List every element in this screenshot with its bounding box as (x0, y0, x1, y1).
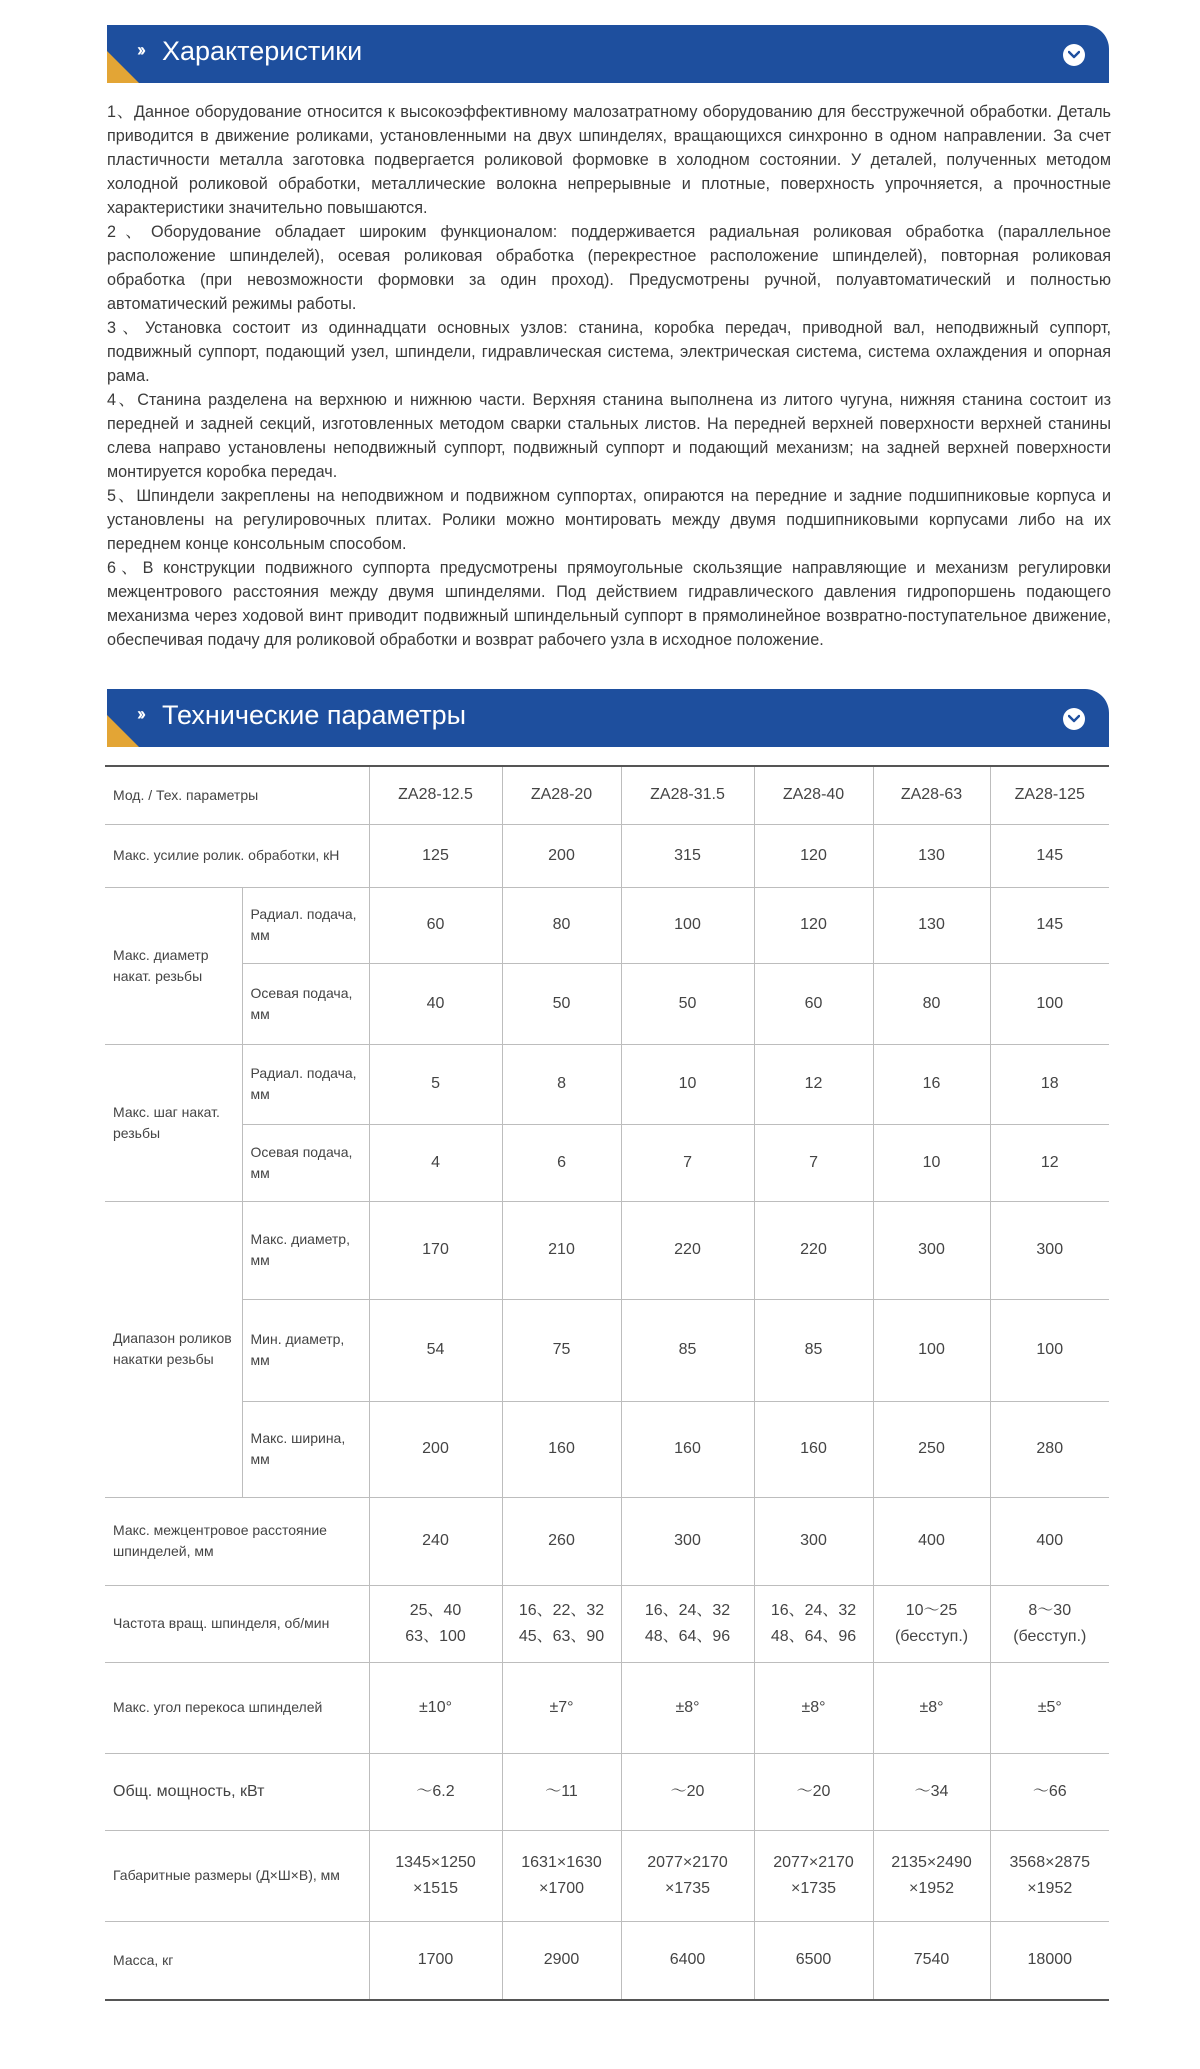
table-cell: 125 (369, 824, 502, 887)
cell-line: 10～25 (905, 1601, 958, 1619)
table-cell: 210 (502, 1201, 621, 1299)
table-cell: 160 (754, 1401, 873, 1497)
cell-line: 16、24、32 (644, 1601, 731, 1619)
section-title: Технические параметры (162, 700, 467, 730)
table-cell (754, 1585, 873, 1662)
table-cell: 4 (369, 1124, 502, 1201)
table-cell: ±5° (990, 1662, 1109, 1753)
table-cell: 130 (873, 824, 990, 887)
table-row (105, 963, 1109, 1044)
sub-label: Макс. диаметр, мм (242, 1201, 369, 1299)
table-cell: ～20 (754, 1753, 873, 1830)
table-row (105, 1201, 1109, 1299)
table-cell: 60 (369, 887, 502, 963)
table-cell: 400 (873, 1497, 990, 1585)
paragraph: 6、В конструкции подвижного суппорта предусмотрены прямоугольные скользящие направляющие и механизм регулировки межцентрового расстояния между двумя шпинделями. Под действием гидравлического давления гидропоршень подающего механизма через ходовой винт приводит подвижный шпиндельный суппорт в прямолинейное возвратно-поступательное движение, обеспечивая подачу для роликовой обработки и возврат рабочего узла в исходное положение. (107, 559, 1111, 649)
cell-line: 45、63、90 (518, 1627, 605, 1645)
table-cell: 80 (502, 887, 621, 963)
cell-line: ×1735 (791, 1879, 836, 1897)
table-cell: 1700 (369, 1921, 502, 2000)
table-cell (369, 1830, 502, 1921)
table-cell: 240 (369, 1497, 502, 1585)
table-cell: 100 (990, 1299, 1109, 1401)
table-cell: ～20 (621, 1753, 754, 1830)
table-cell: 16 (873, 1044, 990, 1124)
table-cell: 60 (754, 963, 873, 1044)
table-cell (502, 1585, 621, 1662)
paragraph: 3、Установка состоит из одиннадцати основных узлов: станина, коробка передач, приводной вал, неподвижный суппорт, подвижный суппорт, подающий узел, шпиндели, гидравлическая система, электрическая система, система охлаждения и опорная рама. (107, 319, 1111, 385)
cell-line: 48、64、96 (644, 1627, 731, 1645)
row-label: Макс. межцентровое расстояние шпинделей, мм (105, 1497, 369, 1585)
table-cell: 145 (990, 824, 1109, 887)
table-cell: 160 (502, 1401, 621, 1497)
table-row (105, 1830, 1109, 1921)
table-cell (873, 1830, 990, 1921)
table-cell: 300 (621, 1497, 754, 1585)
table-cell: 145 (990, 887, 1109, 963)
table-cell: ±10° (369, 1662, 502, 1753)
table-cell: 5 (369, 1044, 502, 1124)
banner-corner-accent (107, 51, 139, 83)
table-cell: 170 (369, 1201, 502, 1299)
table-row (105, 1044, 1109, 1124)
table-cell: ～11 (502, 1753, 621, 1830)
table-cell (754, 1830, 873, 1921)
table-cell: 300 (990, 1201, 1109, 1299)
row-label: Макс. угол перекоса шпинделей (105, 1662, 369, 1753)
model-header: ZA28-12.5 (369, 766, 502, 824)
cell-line: 8～30 (1028, 1601, 1072, 1619)
paragraph: 4、Станина разделена на верхнюю и нижнюю части. Верхняя станина выполнена из литого чугуна, нижняя станина состоит из передней и задней секций, изготовленных методом сварки стальных листов. На передней верхней поверхности верхней станины слева направо установлены неподвижный суппорт, подвижный суппорт и подающий механизм; на задней верхней поверхности монтируется коробка передач. (107, 391, 1111, 481)
tech-params-table (105, 765, 1109, 2001)
table-cell: 120 (754, 824, 873, 887)
table-cell: 200 (369, 1401, 502, 1497)
table-cell (873, 1585, 990, 1662)
paragraph: 1、Данное оборудование относится к высокоэффективному малозатратному оборудованию для бесстружечной обработки. Деталь приводится в движение роликами, установленными на двух шпинделях, вращающихся синхронно в одном направлении. За счет пластичности металла заготовка подвергается роликовой формовке в холодном состоянии. У деталей, полученных методом холодной роликовой обработки, металлические волокна непрерывные и плотные, поверхность упрочняется, а прочностные характеристики значительно повышаются. (107, 103, 1111, 217)
table-cell: ±8° (754, 1662, 873, 1753)
table-cell: 85 (621, 1299, 754, 1401)
double-chevron-right-icon: ›› (137, 40, 143, 60)
table-cell: 220 (621, 1201, 754, 1299)
table-cell: 315 (621, 824, 754, 887)
sub-label: Осевая подача, мм (242, 963, 369, 1044)
table-cell: 50 (502, 963, 621, 1044)
table-row (105, 1753, 1109, 1830)
table-cell (990, 1830, 1109, 1921)
chevron-down-icon[interactable] (1063, 44, 1085, 66)
table-row (105, 1662, 1109, 1753)
sub-label: Радиал. подача, мм (242, 887, 369, 963)
cell-line: 16、24、32 (770, 1601, 857, 1619)
cell-line: 1631×1630 (521, 1853, 602, 1871)
cell-line: ×1515 (413, 1879, 458, 1897)
table-cell: 300 (873, 1201, 990, 1299)
cell-line: 1345×1250 (395, 1853, 476, 1871)
characteristics-text (107, 100, 1111, 652)
table-cell: ～66 (990, 1753, 1109, 1830)
table-row (105, 1921, 1109, 2000)
table-cell: 120 (754, 887, 873, 963)
section-header-tech-params[interactable] (107, 689, 1109, 747)
cell-line: 3568×2875 (1009, 1853, 1091, 1871)
section-header-characteristics[interactable] (107, 25, 1109, 83)
table-row (105, 824, 1109, 887)
double-chevron-right-icon: ›› (137, 704, 143, 724)
table-cell: ±7° (502, 1662, 621, 1753)
chevron-down-icon[interactable] (1063, 708, 1085, 730)
table-cell: 85 (754, 1299, 873, 1401)
row-label: Частота вращ. шпинделя, об/мин (105, 1585, 369, 1662)
group-label: Макс. шаг накат. резьбы (105, 1044, 242, 1201)
table-cell: 100 (873, 1299, 990, 1401)
table-cell: 280 (990, 1401, 1109, 1497)
table-cell: 100 (621, 887, 754, 963)
table-cell: 50 (621, 963, 754, 1044)
table-cell: 10 (621, 1044, 754, 1124)
table-cell: ～6.2 (369, 1753, 502, 1830)
table-cell: 40 (369, 963, 502, 1044)
table-cell: 12 (754, 1044, 873, 1124)
table-row (105, 1299, 1109, 1401)
sub-label: Макс. ширина, мм (242, 1401, 369, 1497)
table-cell: 200 (502, 824, 621, 887)
cell-line: 2135×2490 (891, 1853, 972, 1871)
table-cell: 8 (502, 1044, 621, 1124)
table-row (105, 887, 1109, 963)
table-cell: 75 (502, 1299, 621, 1401)
cell-line: (бесступ.) (1013, 1627, 1087, 1645)
table-cell: 80 (873, 963, 990, 1044)
table-cell: 400 (990, 1497, 1109, 1585)
model-header: ZA28-31.5 (621, 766, 754, 824)
table-cell: 260 (502, 1497, 621, 1585)
table-cell (990, 1585, 1109, 1662)
row-label: Общ. мощность, кВт (105, 1753, 369, 1830)
cell-line: 2077×2170 (647, 1853, 728, 1871)
model-header: ZA28-125 (990, 766, 1109, 824)
model-header: ZA28-40 (754, 766, 873, 824)
table-cell: 18 (990, 1044, 1109, 1124)
paragraph: 2、Оборудование обладает широким функционалом: поддерживается радиальная роликовая обработка (параллельное расположение шпинделей), осевая роликовая обработка (перекрестное расположение шпинделей), повторная роликовая обработка (при невозможности формовки за один проход). Предусмотрены ручной, полуавтоматический и полностью автоматический режимы работы. (107, 223, 1111, 313)
table-cell: 12 (990, 1124, 1109, 1201)
sub-label: Осевая подача, мм (242, 1124, 369, 1201)
cell-line: 16、22、32 (518, 1601, 605, 1619)
row-label: Масса, кг (105, 1921, 369, 2000)
table-cell: 250 (873, 1401, 990, 1497)
cell-line: 63、100 (405, 1627, 466, 1645)
table-cell: 300 (754, 1497, 873, 1585)
cell-line: ×1735 (665, 1879, 710, 1897)
section-title: Характеристики (162, 36, 363, 66)
table-cell (621, 1830, 754, 1921)
table-cell: 7 (621, 1124, 754, 1201)
cell-line: ×1952 (909, 1879, 954, 1897)
table-cell: 6400 (621, 1921, 754, 2000)
row-label: Макс. усилие ролик. обработки, кН (105, 824, 369, 887)
table-cell (369, 1585, 502, 1662)
table-cell: ±8° (621, 1662, 754, 1753)
sub-label: Мин. диаметр, мм (242, 1299, 369, 1401)
banner-corner-accent (107, 715, 139, 747)
model-header: ZA28-20 (502, 766, 621, 824)
group-label: Макс. диаметр накат. резьбы (105, 887, 242, 1044)
table-cell: 130 (873, 887, 990, 963)
table-cell: 100 (990, 963, 1109, 1044)
model-header: ZA28-63 (873, 766, 990, 824)
row-label: Габаритные размеры (Д×Ш×В), мм (105, 1830, 369, 1921)
cell-line: 2077×2170 (773, 1853, 854, 1871)
cell-line: ×1700 (539, 1879, 584, 1897)
cell-line: ×1952 (1027, 1879, 1073, 1897)
table-cell: ～34 (873, 1753, 990, 1830)
table-row (105, 766, 1109, 824)
header-label: Мод. / Тех. параметры (105, 766, 369, 824)
cell-line: 48、64、96 (770, 1627, 857, 1645)
table-cell: 6500 (754, 1921, 873, 2000)
table-cell: 18000 (990, 1921, 1109, 2000)
table-cell: 160 (621, 1401, 754, 1497)
table-row (105, 1401, 1109, 1497)
table-cell: 220 (754, 1201, 873, 1299)
cell-line: (бесступ.) (894, 1627, 969, 1645)
table-row (105, 1497, 1109, 1585)
paragraph: 5、Шпиндели закреплены на неподвижном и подвижном суппортах, опираются на передние и задние подшипниковые корпуса и установлены на регулировочных плитах. Ролики можно монтировать между двумя подшипниковыми корпусами либо на их переднем конце консольным способом. (107, 487, 1111, 553)
table-row (105, 1585, 1109, 1662)
table-cell (621, 1585, 754, 1662)
table-row (105, 1124, 1109, 1201)
table-cell: 10 (873, 1124, 990, 1201)
sub-label: Радиал. подача, мм (242, 1044, 369, 1124)
group-label: Диапазон роликов накатки резьбы (105, 1201, 242, 1497)
table-cell: ±8° (873, 1662, 990, 1753)
table-cell: 54 (369, 1299, 502, 1401)
table-cell: 7 (754, 1124, 873, 1201)
table-cell: 7540 (873, 1921, 990, 2000)
cell-line: 25、40 (409, 1601, 462, 1619)
table-cell (502, 1830, 621, 1921)
table-cell: 2900 (502, 1921, 621, 2000)
table-cell: 6 (502, 1124, 621, 1201)
